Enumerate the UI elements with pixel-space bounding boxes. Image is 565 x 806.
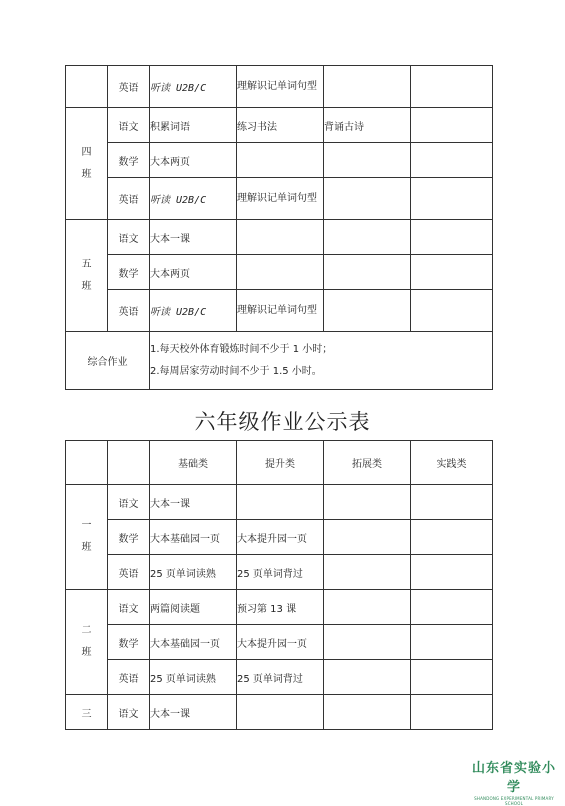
task-cell: 大本基础园一页 (150, 520, 237, 555)
task-cell: 大本提升园一页 (237, 625, 324, 660)
schedule-table-top (65, 65, 493, 390)
task-cell: 大本提升园一页 (237, 520, 324, 555)
school-logo-subtitle: SHANDONG EXPERIMENTAL PRIMARY SCHOOL (474, 796, 554, 806)
class-cell (66, 66, 108, 108)
summary-label: 综合作业 (66, 332, 150, 390)
task-cell (237, 220, 324, 255)
school-logo-name: 山东省实验小学 (471, 761, 556, 795)
task-cell: 听读 U2B/C (150, 290, 237, 332)
task-cell: 预习第 13 课 (237, 590, 324, 625)
task-cell (411, 220, 493, 255)
class-label-1: 一 班 (66, 485, 108, 590)
header-blank (108, 441, 150, 485)
task-cell (411, 660, 493, 695)
subject-cell: 数学 (108, 143, 150, 178)
task-cell (411, 625, 493, 660)
summary-line-2: 2.每周居家劳动时间不少于 1.5 小时。 (150, 365, 322, 377)
task-cell: 练习书法 (237, 108, 324, 143)
task-cell (324, 590, 411, 625)
task-cell (324, 555, 411, 590)
task-cell (411, 695, 493, 730)
table-row (66, 625, 493, 660)
task-cell (237, 695, 324, 730)
class-label-3: 三 (66, 695, 108, 730)
subject-cell: 语文 (108, 108, 150, 143)
task-cell: 背诵古诗 (324, 108, 411, 143)
task-cell: 25 页单词读熟 (150, 660, 237, 695)
task-cell (411, 255, 493, 290)
subject-cell: 语文 (108, 485, 150, 520)
task-cell: 25 页单词背过 (237, 660, 324, 695)
summary-line-1: 1.每天校外体育锻炼时间不少于 1 小时； (150, 343, 333, 355)
header-extend: 拓展类 (324, 441, 411, 485)
table-row (66, 590, 493, 625)
task-cell: 听读 U2B/C (150, 178, 237, 220)
table-row (66, 555, 493, 590)
task-cell: 大本一课 (150, 220, 237, 255)
class-label-2: 二 班 (66, 590, 108, 695)
task-cell (411, 520, 493, 555)
table-row (66, 255, 493, 290)
task-cell (411, 143, 493, 178)
task-cell (237, 255, 324, 290)
task-cell: 理解识记单词句型 (237, 66, 324, 108)
table-row (66, 695, 493, 730)
schedule-table-grade6 (65, 440, 493, 730)
subject-cell: 数学 (108, 255, 150, 290)
task-cell (237, 485, 324, 520)
class-label-4: 四 班 (66, 108, 108, 220)
task-cell: 积累词语 (150, 108, 237, 143)
table-row (66, 290, 493, 332)
task-cell: 大本一课 (150, 485, 237, 520)
task-cell (324, 66, 411, 108)
task-cell: 理解识记单词句型 (237, 178, 324, 220)
subject-cell: 数学 (108, 625, 150, 660)
table-row (66, 66, 493, 108)
task-cell (411, 485, 493, 520)
subject-cell: 英语 (108, 178, 150, 220)
task-cell (324, 290, 411, 332)
task-cell (324, 255, 411, 290)
subject-cell: 英语 (108, 660, 150, 695)
table-row (66, 485, 493, 520)
header-improve: 提升类 (237, 441, 324, 485)
task-cell: 25 页单词读熟 (150, 555, 237, 590)
subject-cell: 英语 (108, 66, 150, 108)
subject-cell: 语文 (108, 695, 150, 730)
task-cell (324, 143, 411, 178)
table-row (66, 143, 493, 178)
table-row (66, 108, 493, 143)
class-label-5: 五 班 (66, 220, 108, 332)
task-cell (411, 290, 493, 332)
task-cell (411, 178, 493, 220)
summary-row (66, 332, 493, 390)
subject-cell: 语文 (108, 590, 150, 625)
task-cell (324, 220, 411, 255)
task-cell: 听读 U2B/C (150, 66, 237, 108)
subject-cell: 语文 (108, 220, 150, 255)
subject-cell: 英语 (108, 555, 150, 590)
task-cell (411, 555, 493, 590)
subject-cell: 数学 (108, 520, 150, 555)
task-cell (324, 660, 411, 695)
task-cell: 理解识记单词句型 (237, 290, 324, 332)
school-logo (468, 757, 560, 806)
table-row (66, 520, 493, 555)
subject-cell: 英语 (108, 290, 150, 332)
page-title: 六年级作业公示表 (194, 410, 371, 434)
task-cell: 大本基础园一页 (150, 625, 237, 660)
task-cell (237, 143, 324, 178)
header-basic: 基础类 (150, 441, 237, 485)
task-cell (411, 66, 493, 108)
table-row (66, 178, 493, 220)
task-cell (324, 520, 411, 555)
task-cell (411, 590, 493, 625)
header-practice: 实践类 (411, 441, 493, 485)
summary-content (150, 332, 493, 390)
task-cell (324, 695, 411, 730)
table-row (66, 220, 493, 255)
task-cell (324, 625, 411, 660)
task-cell (411, 108, 493, 143)
task-cell: 大本两页 (150, 255, 237, 290)
header-row (66, 441, 493, 485)
task-cell: 两篇阅读题 (150, 590, 237, 625)
task-cell (324, 178, 411, 220)
table-row (66, 660, 493, 695)
header-blank (66, 441, 108, 485)
task-cell: 大本一课 (150, 695, 237, 730)
task-cell: 大本两页 (150, 143, 237, 178)
task-cell: 25 页单词背过 (237, 555, 324, 590)
task-cell (324, 485, 411, 520)
